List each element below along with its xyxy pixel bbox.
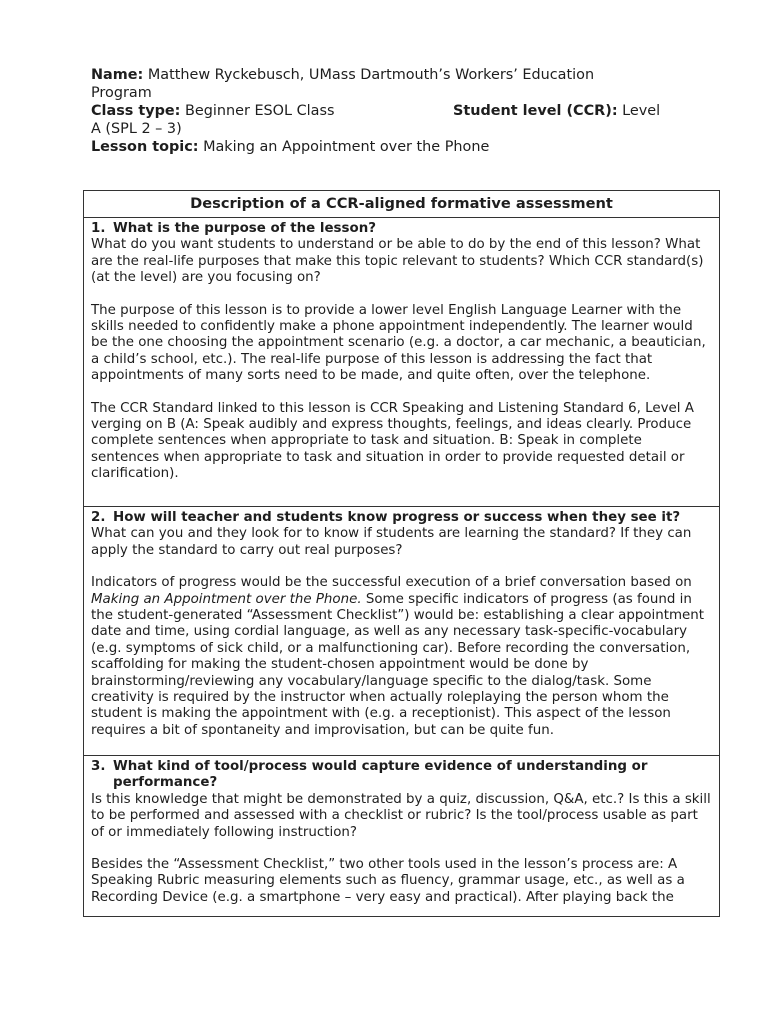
section-prompt: Is this knowledge that might be demonstrated by a quiz, discussion, Q&A, etc.? Is this a skill to be performed and assessed with a checklist or rubric? Is the tool/process usable as part of or immediately following instruction? — [91, 791, 711, 840]
section-question: 3. What kind of tool/process would capture evidence of understanding or performance? — [91, 759, 648, 791]
assessment-table — [83, 190, 720, 917]
name-line-cont: Program — [91, 85, 152, 101]
class-type-line: Class type: Beginner ESOL Class — [91, 103, 335, 119]
section-tool — [84, 756, 720, 917]
table-title: Description of a CCR-aligned formative assessment — [84, 191, 720, 218]
section-progress — [84, 507, 720, 756]
section-purpose — [84, 218, 720, 507]
student-level: Student level (CCR): Level — [453, 103, 661, 119]
section-question: 1. What is the purpose of the lesson? — [91, 221, 377, 236]
section-answer-standard: The CCR Standard linked to this lesson is CCR Speaking and Listening Standard 6, Level A verging on B (A: Speak audibly and express thoughts, feelings, and ideas clearly. Produce complete sentences when appropriate to task and situation. B: Speak in complete sentences when appropriate to task and situation in order to provide requested detail or clarification). — [91, 400, 694, 482]
section-answer: The purpose of this lesson is to provide a lower level English Language Learner with the skills needed to confidently make a phone appointment independently. The learner would be the one choosing the appointment scenario (e.g. a doctor, a car mechanic, a beautician, a child’s school, etc.). The real-life purpose of this lesson is addressing the fact that appointments of many sorts need to be made, and quite often, over the telephone. — [91, 302, 706, 384]
section-prompt: What can you and they look for to know if students are learning the standard? If they can apply the standard to carry out real purposes? — [91, 526, 692, 558]
section-prompt: What do you want students to understand or be able to do by the end of this lesson? What are the real-life purposes that make this topic relevant to students? Which CCR standard(s) (at the level) are you focusing on? — [91, 237, 704, 286]
section-question: 2. How will teacher and students know progress or success when they see it? — [91, 510, 681, 525]
section-answer: Besides the “Assessment Checklist,” two other tools used in the lesson’s process are: A Speaking Rubric measuring elements such as fluency, grammar usage, etc., as well as a Recording Device (e.g. a smartphone – very easy and practical). After playing back the — [91, 857, 685, 905]
lesson-topic-line: Lesson topic: Making an Appointment over the Phone — [91, 139, 490, 155]
section-answer: Indicators of progress would be the successful execution of a brief conversation based on Making an Appointment over the Phone. Some specific indicators of progress (as found in the student-generated “Assessment Checklist”) would be: establishing a clear appointment date and time, using cordial language, as well as any necessary task-specific-vocabulary (e.g. symptoms of sick child, or a malfunctioning car). Before recording the conversation, scaffolding for making the student-chosen appointment would be done by brainstorming/reviewing any vocabulary/language specific to the dialog/task. Some creativity is required by the instructor when actually roleplaying the person whom the student is making the appointment with (e.g. a receptionist). This aspect of the lesson requires a bit of spontaneity and improvisation, but can be quite fun. — [91, 575, 705, 738]
student-level-cont: A (SPL 2 – 3) — [91, 121, 182, 137]
name-line: Name: Matthew Ryckebusch, UMass Dartmouth’s Workers’ Education — [91, 67, 595, 83]
document-header — [91, 66, 691, 156]
